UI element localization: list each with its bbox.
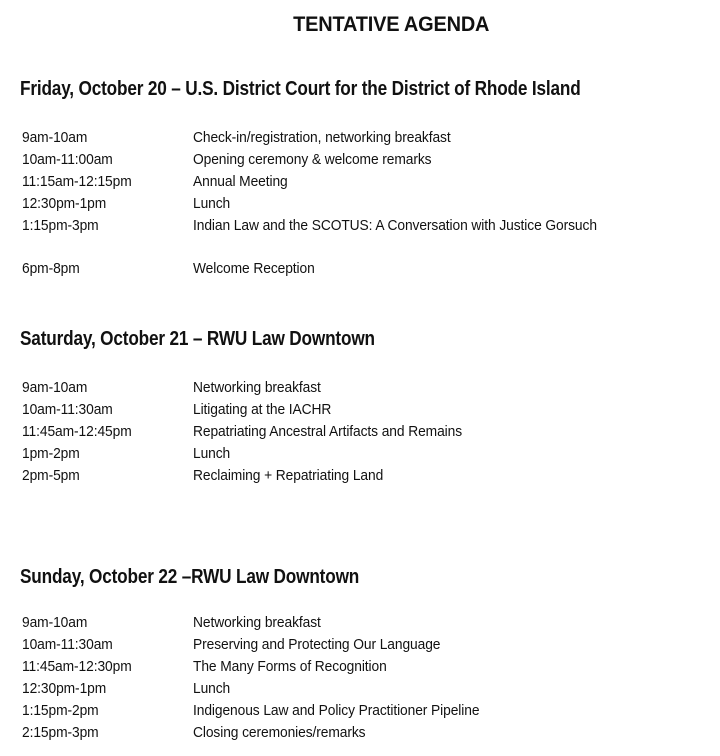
event-title: The Many Forms of Recognition <box>193 658 387 675</box>
time-range: 10am-11:30am <box>22 401 113 418</box>
time-range: 1:15pm-2pm <box>22 702 99 719</box>
event-title: Indigenous Law and Policy Practitioner Pipeline <box>193 702 480 719</box>
schedule-row <box>22 700 720 722</box>
day-heading <box>20 327 720 351</box>
event-title: Networking breakfast <box>193 379 321 396</box>
schedule-row <box>22 612 720 634</box>
event-title: Indian Law and the SCOTUS: A Conversation with Justice Gorsuch <box>193 217 597 234</box>
day-heading <box>20 565 720 589</box>
event-title: Annual Meeting <box>193 173 288 190</box>
time-range: 9am-10am <box>22 614 88 631</box>
schedule-row <box>22 443 720 465</box>
event-title: Opening ceremony & welcome remarks <box>193 151 432 168</box>
schedule-row <box>22 634 720 656</box>
event-title: Check-in/registration, networking breakfast <box>193 129 451 146</box>
schedule-row <box>22 421 720 443</box>
time-range: 11:15am-12:15pm <box>22 173 132 190</box>
event-title: Repatriating Ancestral Artifacts and Remains <box>193 423 463 440</box>
event-title: Reclaiming + Repatriating Land <box>193 467 384 484</box>
day-heading <box>20 77 720 101</box>
time-range: 9am-10am <box>22 129 88 146</box>
event-title: Litigating at the IACHR <box>193 401 332 418</box>
agenda-day-section <box>0 327 720 487</box>
time-range: 10am-11:30am <box>22 636 113 653</box>
agenda-day-section <box>0 77 720 280</box>
page-title <box>0 13 720 37</box>
schedule-rows <box>22 127 720 280</box>
schedule-row <box>22 171 720 193</box>
time-range: 2pm-5pm <box>22 467 80 484</box>
page-title-text: TENTATIVE AGENDA <box>292 13 490 36</box>
time-range: 11:45am-12:30pm <box>22 658 132 675</box>
agenda-day-section <box>0 565 720 744</box>
event-title: Lunch <box>193 445 231 462</box>
schedule-row <box>22 399 720 421</box>
time-range: 6pm-8pm <box>22 260 80 277</box>
event-title: Lunch <box>193 195 231 212</box>
time-range: 12:30pm-1pm <box>22 680 107 697</box>
schedule-rows <box>22 377 720 487</box>
time-range: 12:30pm-1pm <box>22 195 107 212</box>
time-range: 10am-11:00am <box>22 151 113 168</box>
schedule-row <box>22 193 720 215</box>
time-range: 9am-10am <box>22 379 88 396</box>
time-range: 2:15pm-3pm <box>22 724 99 741</box>
day-heading-text: Saturday, October 21 – RWU Law Downtown <box>20 328 375 350</box>
schedule-row <box>22 656 720 678</box>
schedule-row <box>22 258 720 280</box>
agenda-sections <box>0 77 720 744</box>
event-title: Lunch <box>193 680 231 697</box>
schedule-row <box>22 722 720 744</box>
schedule-row <box>22 678 720 700</box>
day-heading-text: Friday, October 20 – U.S. District Court for the District of Rhode Island <box>20 78 581 100</box>
time-range: 1pm-2pm <box>22 445 80 462</box>
event-title: Preserving and Protecting Our Language <box>193 636 441 653</box>
time-range: 11:45am-12:45pm <box>22 423 132 440</box>
event-title: Networking breakfast <box>193 614 321 631</box>
schedule-rows <box>22 612 720 744</box>
schedule-row <box>22 127 720 149</box>
schedule-row <box>22 465 720 487</box>
event-title: Welcome Reception <box>193 260 315 277</box>
day-heading-text: Sunday, October 22 –RWU Law Downtown <box>20 566 360 588</box>
schedule-row <box>22 215 720 237</box>
schedule-row <box>22 377 720 399</box>
event-title: Closing ceremonies/remarks <box>193 724 366 741</box>
time-range: 1:15pm-3pm <box>22 217 99 234</box>
schedule-row <box>22 149 720 171</box>
